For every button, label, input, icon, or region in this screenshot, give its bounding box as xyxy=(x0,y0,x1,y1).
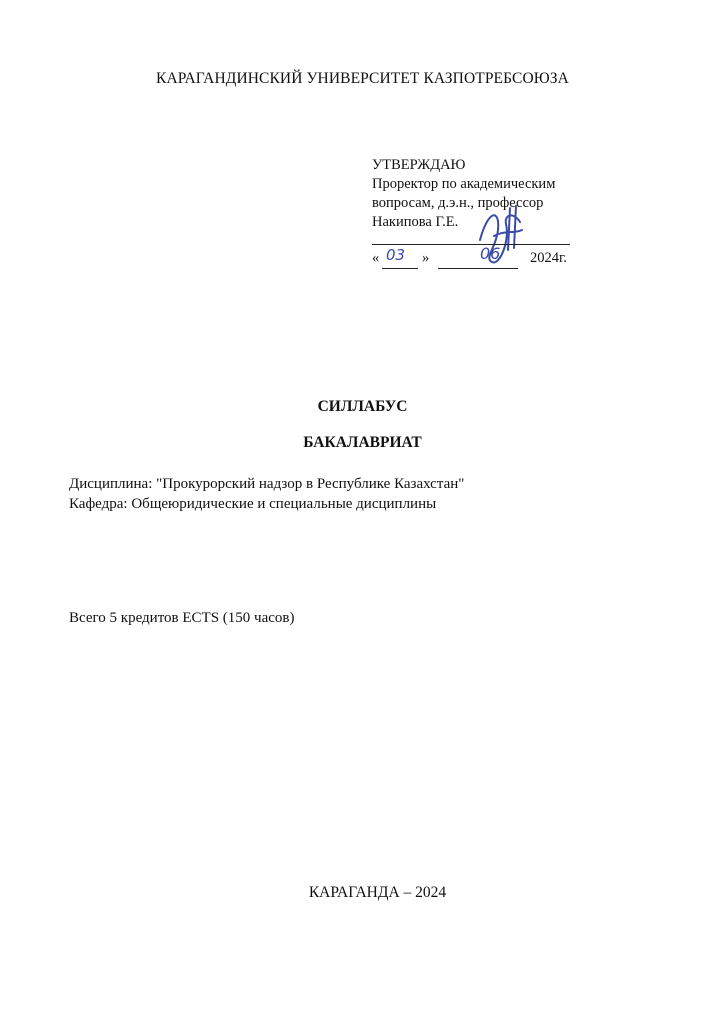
date-open-quote: « xyxy=(372,250,380,266)
date-month: 06 xyxy=(480,244,501,263)
course-info xyxy=(69,474,464,514)
approval-position: Проректор по академическим xyxy=(372,176,556,192)
discipline-line: Дисциплина: "Прокурорский надзор в Республике Казахстан" xyxy=(69,476,465,492)
date-close-quote: » xyxy=(422,250,430,266)
city-year: КАРАГАНДА – 2024 xyxy=(308,884,447,901)
signature-line xyxy=(372,244,570,245)
university-name: КАРАГАНДИНСКИЙ УНИВЕРСИТЕТ КАЗПОТРЕБСОЮЗА xyxy=(156,70,569,87)
degree-level: БАКАЛАВРИАТ xyxy=(303,434,422,451)
date-day: 03 xyxy=(386,246,406,264)
credits-line: Всего 5 кредитов ECTS (150 часов) xyxy=(69,610,295,626)
date-year: 2024г. xyxy=(530,250,567,266)
department-line: Кафедра: Общеюридические и специальные дисциплины xyxy=(69,496,437,512)
document-title: СИЛЛАБУС xyxy=(317,398,408,415)
date-month-underline xyxy=(438,268,518,269)
approval-title: УТВЕРЖДАЮ xyxy=(372,157,466,173)
date-day-underline xyxy=(382,268,418,269)
approval-name: Накипова Г.Е. xyxy=(372,214,459,230)
approval-credentials: вопросам, д.э.н., профессор xyxy=(372,195,544,211)
